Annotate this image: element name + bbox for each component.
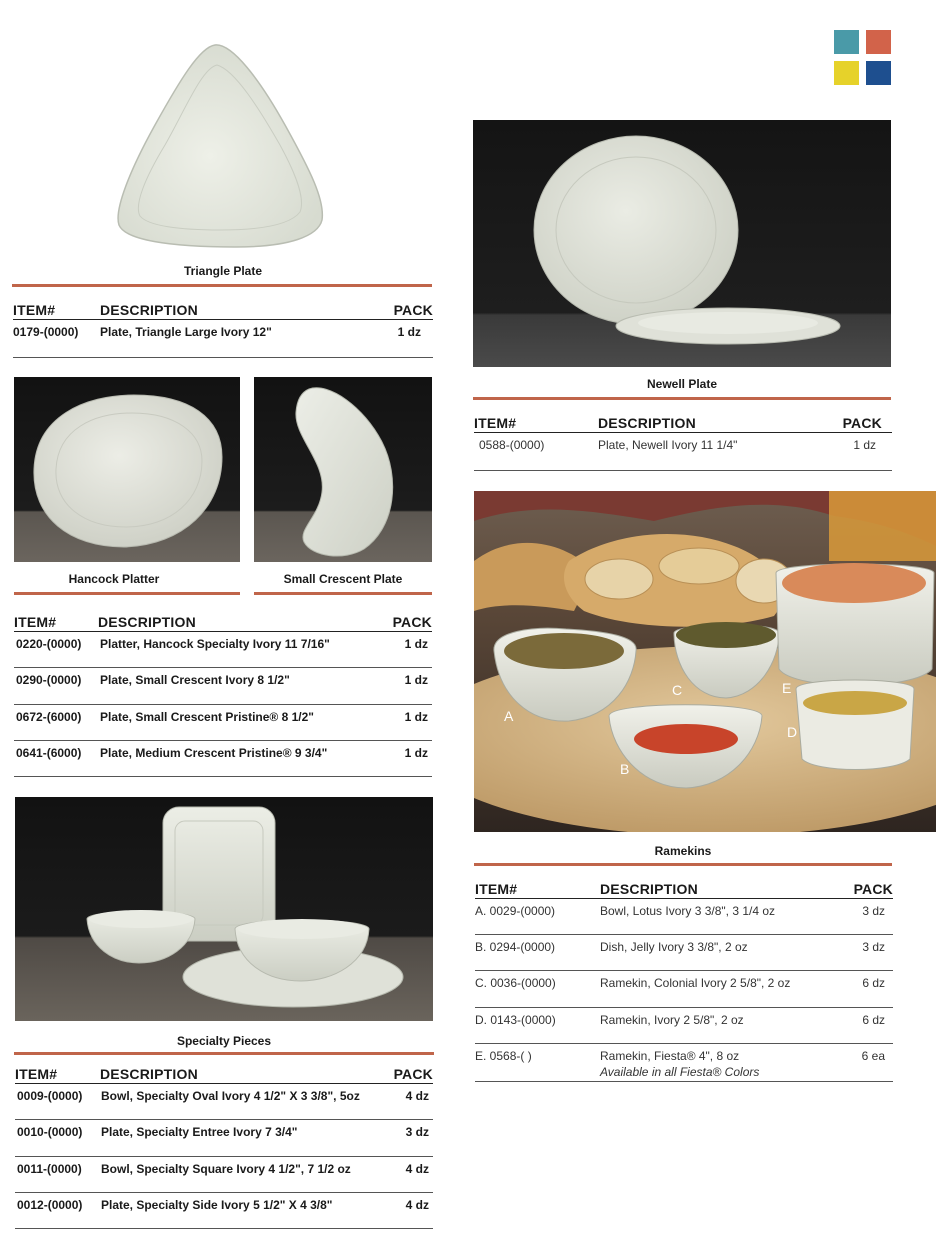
item-number: D. 0143-(0000) xyxy=(475,1013,556,1027)
description-header: DESCRIPTION xyxy=(100,302,198,318)
table-row xyxy=(14,741,432,777)
item-header: ITEM# xyxy=(14,614,57,630)
description-header: DESCRIPTION xyxy=(98,614,196,630)
item-description: Plate, Newell Ivory 11 1/4" xyxy=(598,438,738,452)
swatch-coral xyxy=(866,30,891,54)
item-pack: 1 dz xyxy=(404,746,428,760)
item-pack: 3 dz xyxy=(862,904,885,918)
item-description: Platter, Hancock Specialty Ivory 11 7/16" xyxy=(100,637,330,651)
table-row xyxy=(475,1044,893,1082)
table-row xyxy=(15,1084,433,1120)
table-header xyxy=(15,1064,433,1084)
specialty-pieces-image xyxy=(15,797,433,1021)
table-row xyxy=(475,935,893,971)
item-description: Bowl, Specialty Oval Ivory 4 1/2" X 3 3/8", 5oz xyxy=(101,1089,360,1103)
hancock-table xyxy=(14,612,432,777)
item-pack: 4 dz xyxy=(405,1162,429,1176)
ramekins-image xyxy=(474,491,936,832)
item-pack: 4 dz xyxy=(405,1198,429,1212)
table-row xyxy=(14,705,432,741)
item-number: 0641-(6000) xyxy=(16,746,82,760)
newell-plate-caption: Newell Plate xyxy=(646,377,718,391)
item-number: 0012-(0000) xyxy=(17,1198,83,1212)
item-description: Plate, Medium Crescent Pristine® 9 3/4" xyxy=(100,746,328,760)
hancock-platter-caption: Hancock Platter xyxy=(68,572,160,586)
item-number: C. 0036-(0000) xyxy=(475,976,556,990)
item-description: Bowl, Lotus Ivory 3 3/8", 3 1/4 oz xyxy=(600,904,776,918)
ramekins-rule xyxy=(474,863,892,866)
ramekins-caption: Ramekins xyxy=(654,844,712,858)
item-header: ITEM# xyxy=(475,881,518,897)
item-description: Ramekin, Ivory 2 5/8", 2 oz xyxy=(600,1013,744,1027)
item-number: A. 0029-(0000) xyxy=(475,904,556,918)
item-description: Plate, Small Crescent Ivory 8 1/2" xyxy=(100,673,290,687)
table-row xyxy=(475,899,893,935)
item-pack: 1 dz xyxy=(404,673,428,687)
specialty-pieces-caption: Specialty Pieces xyxy=(176,1034,272,1048)
item-number: 0672-(6000) xyxy=(16,710,82,724)
table-row xyxy=(14,668,432,705)
hancock-rule xyxy=(14,592,240,595)
newell-plate-image xyxy=(473,120,891,367)
crescent-rule xyxy=(254,592,432,595)
item-pack: 4 dz xyxy=(405,1089,429,1103)
item-number: 0588-(0000) xyxy=(479,438,545,452)
triangle-rule xyxy=(12,284,432,287)
ramekin-table xyxy=(475,879,893,1082)
triangle-table xyxy=(13,300,433,358)
fiesta-colors-note: Available in all Fiesta® Colors xyxy=(600,1065,760,1079)
item-pack: 6 dz xyxy=(862,976,885,990)
table-row xyxy=(15,1120,433,1157)
ramekin-label-d: D xyxy=(787,724,798,740)
item-description: Ramekin, Colonial Ivory 2 5/8", 2 oz xyxy=(600,976,791,990)
item-header: ITEM# xyxy=(474,415,517,431)
description-header: DESCRIPTION xyxy=(100,1066,198,1082)
newell-rule xyxy=(473,397,891,400)
item-pack: 1 dz xyxy=(853,438,876,452)
triangle-plate-caption: Triangle Plate xyxy=(183,264,263,278)
crescent-plate-image xyxy=(254,377,432,562)
item-header: ITEM# xyxy=(15,1066,58,1082)
item-number: B. 0294-(0000) xyxy=(475,940,556,954)
table-row xyxy=(15,1157,433,1193)
item-number: 0010-(0000) xyxy=(17,1125,83,1139)
crescent-plate-caption: Small Crescent Plate xyxy=(283,572,403,586)
item-pack: 1 dz xyxy=(397,325,421,339)
item-number: 0290-(0000) xyxy=(16,673,82,687)
description-header: DESCRIPTION xyxy=(598,415,696,431)
ramekin-label-b: B xyxy=(620,761,630,777)
table-row xyxy=(13,320,433,358)
item-number: 0011-(0000) xyxy=(17,1162,82,1176)
pack-header: PACK xyxy=(393,1066,433,1082)
table-row xyxy=(14,632,432,668)
description-header: DESCRIPTION xyxy=(600,881,698,897)
specialty-table xyxy=(15,1064,433,1229)
newell-table xyxy=(474,413,892,471)
item-pack: 3 dz xyxy=(405,1125,429,1139)
item-pack: 1 dz xyxy=(404,710,428,724)
pack-header: PACK xyxy=(842,415,882,431)
pack-header: PACK xyxy=(392,614,432,630)
item-pack: 6 ea xyxy=(861,1049,885,1063)
hancock-platter-image xyxy=(14,377,240,562)
item-description: Plate, Small Crescent Pristine® 8 1/2" xyxy=(100,710,314,724)
color-swatches xyxy=(834,30,892,86)
ramekin-label-e: E xyxy=(782,680,792,696)
item-description: Dish, Jelly Ivory 3 3/8", 2 oz xyxy=(600,940,748,954)
table-row xyxy=(474,433,892,471)
item-description: Plate, Specialty Entree Ivory 7 3/4" xyxy=(101,1125,298,1139)
triangle-plate-image xyxy=(110,40,332,252)
table-row xyxy=(15,1193,433,1229)
table-header xyxy=(475,879,893,899)
item-number: 0220-(0000) xyxy=(16,637,82,651)
item-number: E. 0568-( ) xyxy=(475,1049,532,1063)
item-description: Bowl, Specialty Square Ivory 4 1/2", 7 1/2 oz xyxy=(101,1162,351,1176)
swatch-teal xyxy=(834,30,859,54)
specialty-rule xyxy=(14,1052,434,1055)
ramekin-label-a: A xyxy=(504,708,514,724)
pack-header: PACK xyxy=(853,881,893,897)
item-pack: 3 dz xyxy=(862,940,885,954)
item-pack: 6 dz xyxy=(862,1013,885,1027)
table-row xyxy=(475,1008,893,1044)
swatch-yellow xyxy=(834,61,859,85)
pack-header: PACK xyxy=(393,302,433,318)
ramekin-label-c: C xyxy=(672,682,683,698)
item-description: Plate, Triangle Large Ivory 12" xyxy=(100,325,272,339)
item-number: 0179-(0000) xyxy=(13,325,79,339)
table-row xyxy=(475,971,893,1008)
item-header: ITEM# xyxy=(13,302,56,318)
table-header xyxy=(14,612,432,632)
table-header xyxy=(13,300,433,320)
item-pack: 1 dz xyxy=(404,637,428,651)
table-header xyxy=(474,413,892,433)
swatch-blue xyxy=(866,61,891,85)
item-description: Ramekin, Fiesta® 4", 8 oz xyxy=(600,1049,740,1063)
item-number: 0009-(0000) xyxy=(17,1089,83,1103)
item-description: Plate, Specialty Side Ivory 5 1/2" X 4 3/8" xyxy=(101,1198,333,1212)
